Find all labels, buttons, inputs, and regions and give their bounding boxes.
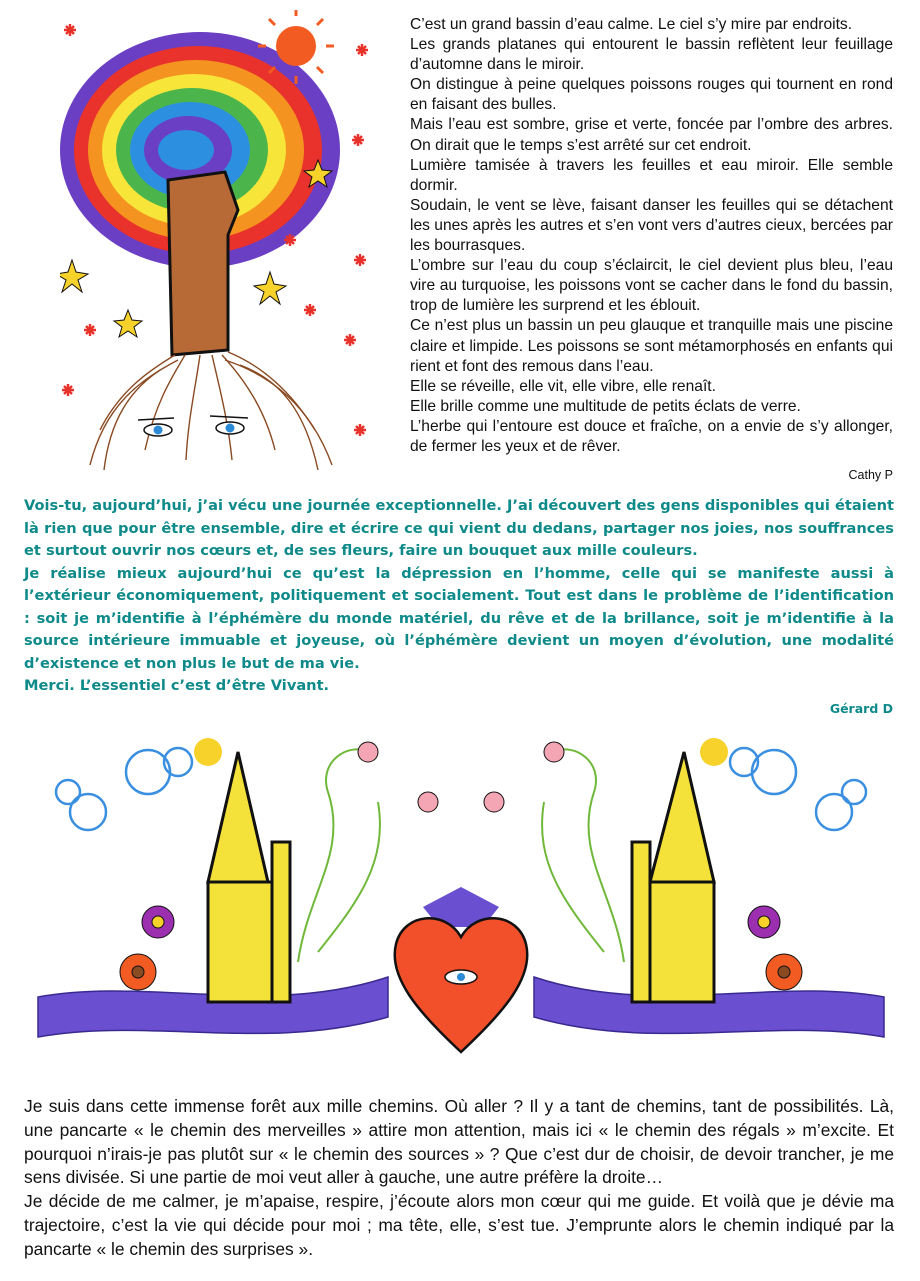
story-foret <box>24 1095 894 1262</box>
paragraph: Elle brille comme une multitude de petits éclats de verre. <box>410 397 801 415</box>
paragraph: Ce n’est plus un bassin un peu glauque et tranquille mais une piscine claire et limpide. Les poissons se sont métamorphosés en enfants qui rient et font des remous dans l’eau. <box>410 317 893 375</box>
paragraph: L’herbe qui l’entoure est douce et fraîche, on a envie de s’y allonger, de fermer les yeux et de rêver. <box>410 417 893 455</box>
paragraph: L’ombre sur l’eau du coup s’éclaircit, le ciel devient plus bleu, l’eau vire au turquoise, les poissons vont se cacher dans le fond du bassin, trop de lumière les surprend et les éblouit. <box>410 257 893 315</box>
story-bassin <box>410 15 893 457</box>
paragraph: Je suis dans cette immense forêt aux mille chemins. Où aller ? Il y a tant de chemins, tant de possibilités. Là, une pancarte « le chemin des merveilles » attire mon attention, mais ici « le chemin des régals » m’excite. Et pourquoi n’irais-je pas plutôt sur « le chemin des sources » ? Que c’est dur de choisir, de devoir trancher, je me sens divisée. Si une partie de moi veut aller à gauche, une autre préfère la droite… <box>24 1096 894 1188</box>
paragraph: C’est un grand bassin d’eau calme. Le ciel s’y mire par endroits. <box>410 16 853 33</box>
paragraph: Lumière tamisée à travers les feuilles et eau miroir. Elle semble dormir. <box>410 156 893 194</box>
paragraph: Elle se réveille, elle vit, elle vibre, elle renaît. <box>410 377 716 395</box>
illustration-rainbow-tree <box>60 10 386 470</box>
paragraph: Vois-tu, aujourd’hui, j’ai vécu une journée exceptionnelle. J’ai découvert des gens disponibles qui étaient là rien que pour être ensemble, dire et écrire ce qui vient du dedans, partager nos joies, nos souffrances et surtout ouvrir nos cœurs et, de ses fleurs, faire un bouquet aux mille couleurs. <box>24 497 894 559</box>
tree-trunk <box>168 172 238 355</box>
testimony-text <box>24 495 894 698</box>
author-signature: Gérard D <box>829 701 893 716</box>
paragraph: Mais l’eau est sombre, grise et verte, foncée par l’ombre des arbres. On dirait que le temps s’est arrêté sur cet endroit. <box>410 116 893 154</box>
illustration-towers-heart <box>28 732 894 1062</box>
paragraph: Les grands platanes qui entourent le bassin reflètent leur feuillage d’automne dans le miroir. <box>410 36 893 74</box>
author-signature: Cathy P <box>848 468 893 482</box>
paragraph: Je décide de me calmer, je m’apaise, respire, j’écoute alors mon cœur qui me guide. Et voilà que je dévie ma trajectoire, c’est la vie qui décide pour moi ; ma tête, elle, s’est tue. J’emprunte alors le chemin indiqué par la pancarte « le chemin des surprises ». <box>24 1191 894 1259</box>
paragraph: Je réalise mieux aujourd’hui ce qu’est la dépression en l’homme, celle qui se manifeste aussi à l’extérieur économiquement, politiquement et socialement. Tout est dans le problème de l’identification : soit je m’identifie à l’éphémère du monde matériel, du rêve et de la brillance, soit je m’identifie à la source intérieure immuable et joyeuse, où l’éphémère devient un moyen d’évolution, une modalité d’existence et non plus le but de ma vie. <box>24 564 894 672</box>
paragraph: Soudain, le vent se lève, faisant danser les feuilles qui se détachent les unes après les autres et s’en vont vers d’autres cieux, bercées par les bourrasques. <box>410 196 893 255</box>
paragraph: Merci. L’essentiel c’est d’être Vivant. <box>24 677 330 694</box>
paragraph: On distingue à peine quelques poissons rouges qui tournent en rond en faisant des bulles. <box>410 76 893 114</box>
